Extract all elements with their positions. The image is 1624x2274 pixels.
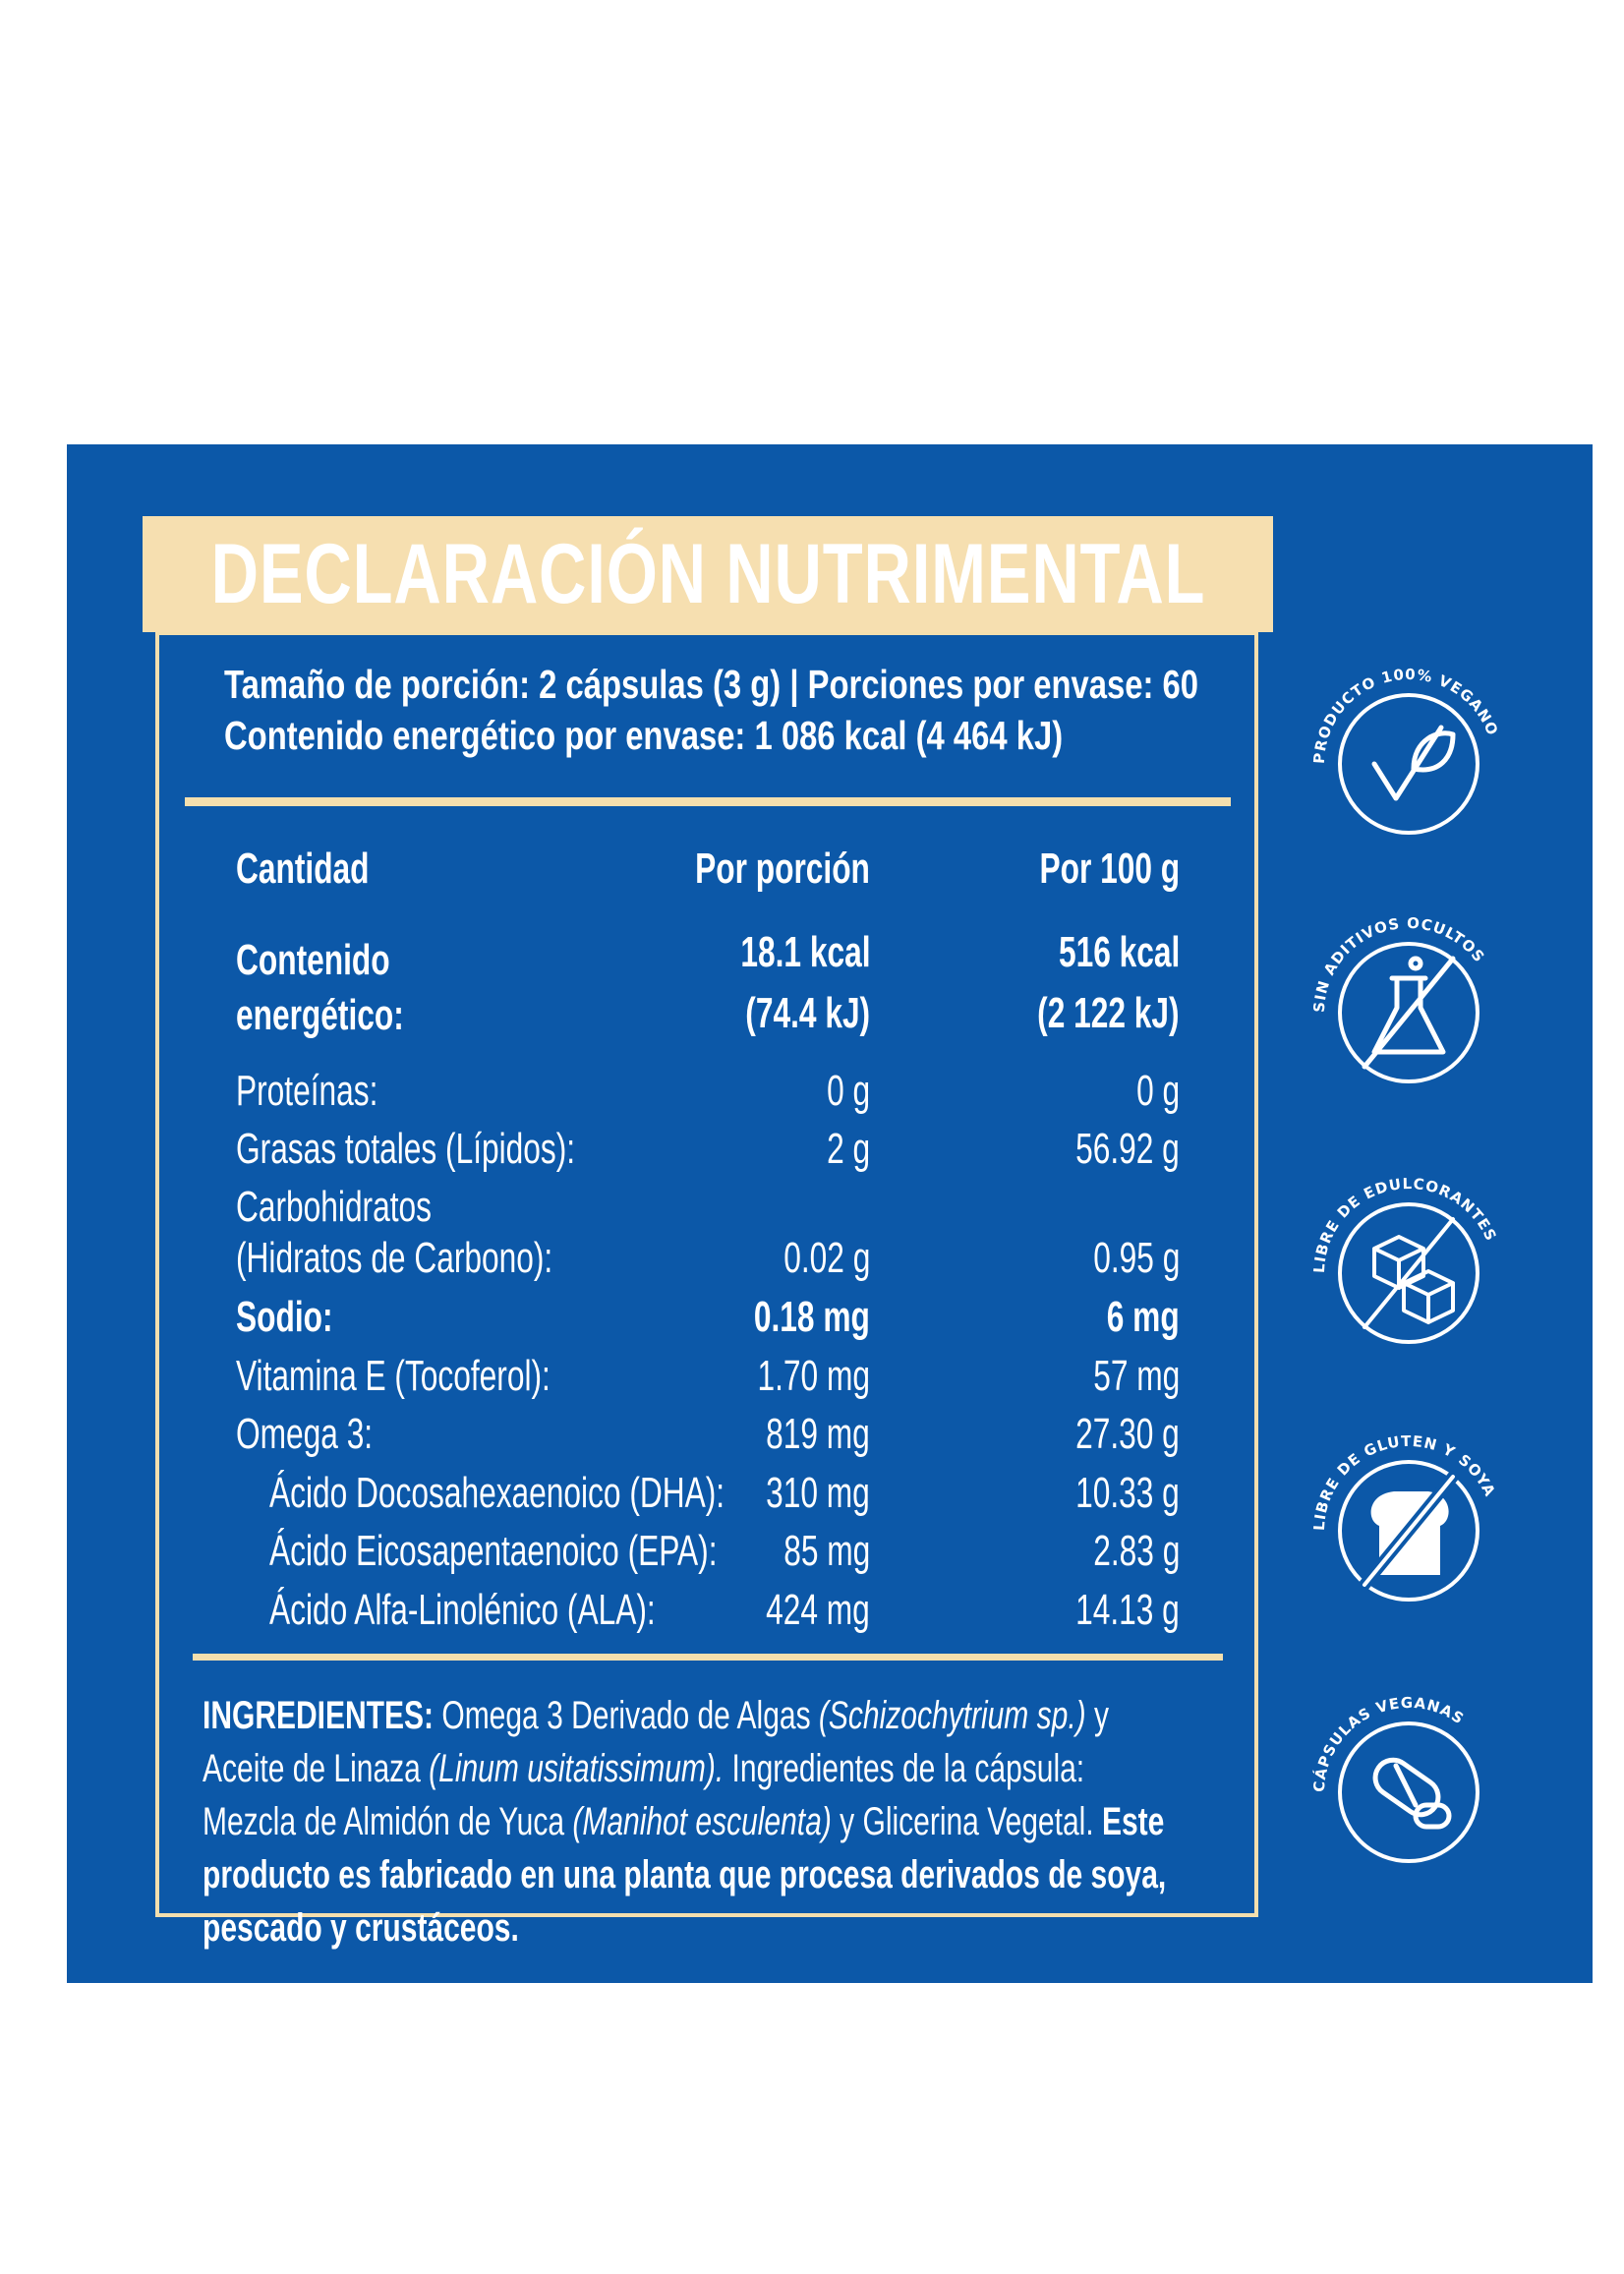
row-per-100: 57 mg bbox=[1092, 1352, 1180, 1400]
capsule-icon bbox=[1368, 1753, 1449, 1827]
energy-per-container-line: Contenido energético por envase: 1 086 kcal (4 464 kJ) bbox=[224, 713, 1064, 758]
table-header-row bbox=[236, 840, 1219, 899]
badge-text: PRODUCTO 100% VEGANO bbox=[1309, 665, 1502, 765]
energy-name-2: energético: bbox=[236, 991, 404, 1039]
serving-info bbox=[224, 659, 1237, 761]
row-per-portion: 1.70 mg bbox=[757, 1352, 870, 1400]
table-row bbox=[236, 1581, 1219, 1640]
divider-bottom bbox=[193, 1654, 1223, 1661]
badge-text: LIBRE DE EDULCORANTES bbox=[1309, 1174, 1501, 1274]
title-bar bbox=[143, 516, 1273, 632]
label-title: DECLARACIÓN NUTRIMENTAL bbox=[210, 526, 1205, 621]
ingredients-italic-2: (Linum usitatissimum). bbox=[429, 1747, 725, 1790]
row-per-100: 27.30 g bbox=[1075, 1410, 1180, 1458]
ingredients-allergen-note: Este producto es fabricado en una planta que procesa derivados de soya, pescado y crustáceos. bbox=[203, 1800, 1167, 1950]
badge-no-additives bbox=[1305, 909, 1512, 1116]
energy-row-1 bbox=[236, 923, 1219, 982]
energy-per-100-kj: (2 122 kJ) bbox=[1037, 989, 1180, 1037]
divider-top bbox=[185, 797, 1231, 806]
energy-per-portion-kj: (74.4 kJ) bbox=[745, 989, 870, 1037]
badge-text: CÁPSULAS VEGANAS bbox=[1309, 1693, 1468, 1793]
row-name: Sodio: bbox=[236, 1293, 333, 1341]
row-per-portion: 310 mg bbox=[766, 1469, 870, 1517]
row-per-100: 14.13 g bbox=[1075, 1586, 1180, 1634]
badge-no-sweeteners bbox=[1305, 1170, 1512, 1376]
table-row bbox=[236, 1178, 1219, 1237]
energy-name-1: Contenido bbox=[236, 936, 390, 984]
row-per-portion: 2 g bbox=[826, 1125, 870, 1173]
row-per-100: 0.95 g bbox=[1092, 1234, 1180, 1282]
flask-crossed-icon bbox=[1364, 959, 1453, 1067]
table-row bbox=[236, 1347, 1219, 1406]
energy-per-portion-kcal: 18.1 kcal bbox=[739, 928, 870, 976]
row-per-portion: 0.02 g bbox=[783, 1234, 870, 1282]
row-per-100: 2.83 g bbox=[1092, 1527, 1180, 1575]
row-per-100: 56.92 g bbox=[1075, 1125, 1180, 1173]
vegan-leaf-icon bbox=[1374, 728, 1453, 798]
energy-per-100-kcal: 516 kcal bbox=[1058, 928, 1180, 976]
sugar-cubes-crossed-icon bbox=[1364, 1219, 1453, 1327]
row-name: Ácido Eicosapentaenoico (EPA): bbox=[269, 1527, 718, 1575]
row-per-100: 0 g bbox=[1135, 1067, 1180, 1115]
row-per-portion: 0.18 mg bbox=[754, 1293, 870, 1341]
table-row bbox=[236, 1062, 1219, 1121]
energy-row-2 bbox=[236, 984, 1219, 1043]
row-name: (Hidratos de Carbono): bbox=[236, 1234, 553, 1282]
ingredients-italic-3: (Manihot esculenta) bbox=[572, 1800, 832, 1843]
table-row bbox=[236, 1464, 1219, 1523]
ingredients-part-1: Omega 3 Derivado de Algas bbox=[434, 1694, 819, 1737]
badge-gluten-soy-free bbox=[1305, 1428, 1512, 1634]
row-name: Vitamina E (Tocoferol): bbox=[236, 1352, 551, 1400]
svg-text:PRODUCTO 100% VEGANO bbox=[1310, 666, 1502, 764]
bread-crossed-icon bbox=[1364, 1477, 1453, 1585]
row-per-100: 6 mg bbox=[1107, 1293, 1180, 1341]
row-name: Grasas totales (Lípidos): bbox=[236, 1125, 576, 1173]
table-row bbox=[236, 1522, 1219, 1581]
table-row bbox=[236, 1229, 1219, 1288]
row-per-portion: 424 mg bbox=[766, 1586, 870, 1634]
ingredients-part-2: y Aceite de Linaza bbox=[203, 1694, 1109, 1790]
row-name: Ácido Alfa-Linolénico (ALA): bbox=[269, 1586, 656, 1634]
row-per-100: 10.33 g bbox=[1075, 1469, 1180, 1517]
ingredients-italic-1: (Schizochytrium sp.) bbox=[818, 1694, 1086, 1737]
row-name: Omega 3: bbox=[236, 1410, 374, 1458]
table-row bbox=[236, 1405, 1219, 1464]
row-name: Proteínas: bbox=[236, 1067, 378, 1115]
header-quantity: Cantidad bbox=[236, 845, 370, 893]
row-name: Carbohidratos bbox=[236, 1183, 432, 1231]
ingredients-part-3: Ingredientes de la cápsula: Mezcla de Almidón de Yuca bbox=[203, 1747, 1085, 1843]
row-per-portion: 819 mg bbox=[766, 1410, 870, 1458]
header-per-portion: Por porción bbox=[695, 845, 870, 893]
row-per-portion: 0 g bbox=[826, 1067, 870, 1115]
table-row bbox=[236, 1288, 1219, 1347]
table-row bbox=[236, 1120, 1219, 1179]
svg-text:CÁPSULAS VEGANAS bbox=[1310, 1694, 1468, 1792]
badge-text: SIN ADITIVOS OCULTOS bbox=[1309, 913, 1489, 1014]
badge-vegan bbox=[1305, 661, 1512, 867]
ingredients-lead: INGREDIENTES: bbox=[203, 1694, 435, 1737]
badge-text: LIBRE DE GLUTEN Y SOYA bbox=[1309, 1431, 1499, 1532]
row-name: Ácido Docosahexaenoico (DHA): bbox=[269, 1469, 725, 1517]
ingredients-part-4: y Glicerina Vegetal. bbox=[831, 1800, 1094, 1843]
badge-vegan-capsules bbox=[1305, 1689, 1512, 1895]
ingredients-text bbox=[203, 1689, 1184, 1954]
row-per-portion: 85 mg bbox=[783, 1527, 870, 1575]
header-per-100g: Por 100 g bbox=[1039, 845, 1180, 893]
serving-size-line: Tamaño de porción: 2 cápsulas (3 g) | Porciones por envase: 60 bbox=[224, 662, 1199, 707]
